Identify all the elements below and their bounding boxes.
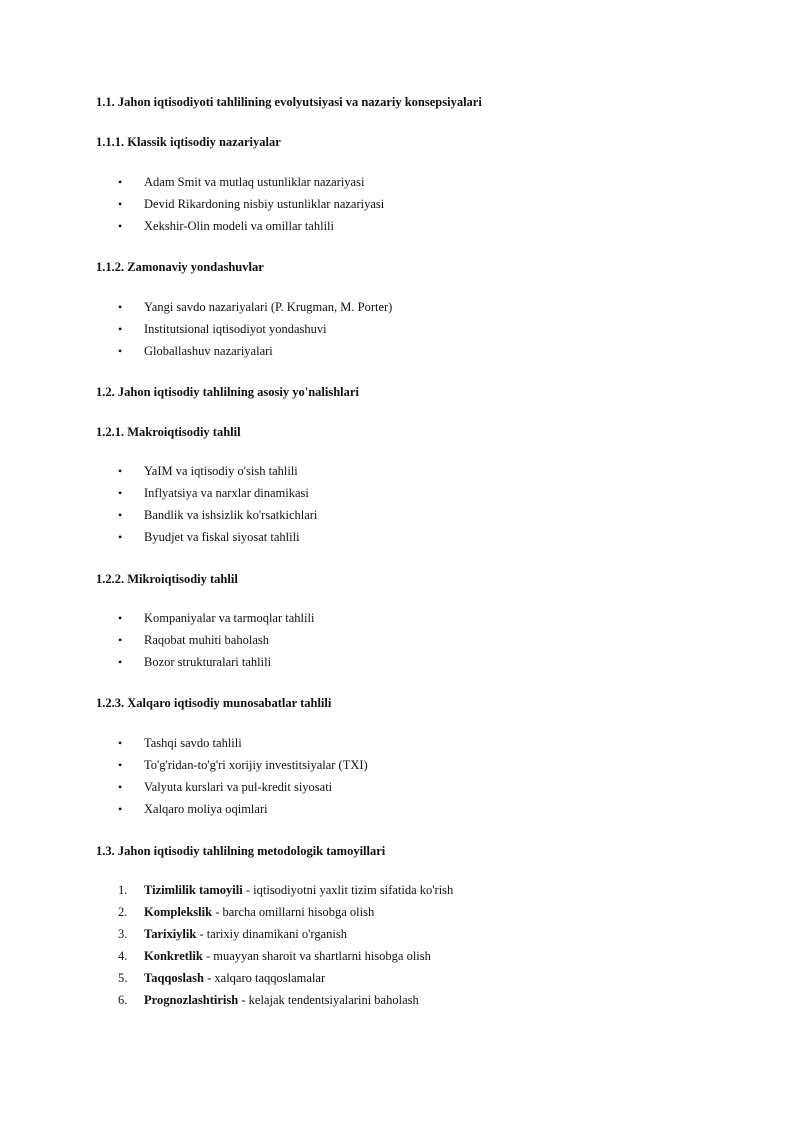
bullet-icon: • — [118, 611, 123, 625]
bullet-icon: • — [118, 322, 123, 336]
bullet-icon: • — [118, 802, 123, 816]
section-heading-1-2-3: 1.2.3. Xalqaro iqtisodiy munosabatlar tahlili — [96, 696, 332, 710]
bullet-icon: • — [118, 736, 123, 750]
bullet-icon: • — [118, 758, 123, 772]
bullet-icon: • — [118, 655, 123, 669]
bullet-icon: • — [118, 508, 123, 522]
bullet-icon: • — [118, 175, 123, 189]
bullet-icon: • — [118, 197, 123, 211]
bullet-icon: • — [118, 219, 123, 233]
section-heading-1-2: 1.2. Jahon iqtisodiy tahlilning asosiy yo'nalishlari — [96, 385, 359, 399]
section-heading-1-1-2: 1.1.2. Zamonaviy yondashuvlar — [96, 260, 264, 274]
section-heading-1-1-1: 1.1.1. Klassik iqtisodiy nazariyalar — [96, 135, 281, 149]
bullet-icon: • — [118, 464, 123, 478]
section-heading-1-2-1: 1.2.1. Makroiqtisodiy tahlil — [96, 425, 241, 439]
section-heading-1-2-2: 1.2.2. Mikroiqtisodiy tahlil — [96, 572, 238, 586]
document-page: 1.1. Jahon iqtisodiyoti tahlilining evolyutsiyasi va nazariy konsepsiyalari 1.1.1. Klassik iqtisodiy nazariyalar • Adam Smit va mutlaq ustunliklar nazariyasi • Devid Rikardoning nisbiy ustunliklar nazariyasi • Xekshir-Olin modeli va omillar tahlili 1.1.2. Zamonaviy yondashuvlar • Yangi savdo nazariyalari (P. Krugman, M. Porter) • Institutsional iqtisodiyot yondashuvi • Globallashuv nazariyalari 1.2. Jahon iqtisodiy tahlilning asosiy yo'nalishlari 1.2.1. Makroiqtisodiy tahlil • YaIM va iqtisodiy o'sish tahlili • Inflyatsiya va narxlar dinamikasi • Bandlik va ishsizlik ko'rsatkichlari • Byudjet va fiskal siyosat tahlili 1.2.2. Mikroiqtisodiy tahlil • Kompaniyalar va tarmoqlar tahlili • Raqobat muhiti baholash • Bozor strukturalari tahlili 1.2.3. Xalqaro iqtisodiy munosabatlar tahlili • Tashqi savdo tahlili • To'g'ridan-to'g'ri xorijiy investitsiyalar (TXI) • Valyuta kurslari va pul-kredit siyosati • Xalqaro moliya oqimlari 1.3. Jahon iqtisodiy tahlilning metodologik tamoyillari 1. Tizimlilik tamoyili - iqtisodiyotni yaxlit tizim sifatida ko'rish 2. Komplekslik - barcha omillarni hisobga olish 3. Tarixiylik - tarixiy dinamikani o'rganish 4. Konkretlik - muayyan sharoit va shartlarni hisobga olish 5. Taqqoslash - xalqaro taqqoslamalar 6. Prognozlashtirish - kelajak tendentsiyalarini baholash — [96, 95, 482, 1007]
bullet-icon: • — [118, 780, 123, 794]
bullet-icon: • — [118, 633, 123, 647]
bullet-icon: • — [118, 344, 123, 358]
bullet-icon: • — [118, 300, 123, 314]
bullet-icon: • — [118, 530, 123, 544]
section-heading-1-1: 1.1. Jahon iqtisodiyoti tahlilining evolyutsiyasi va nazariy konsepsiyalari — [96, 95, 482, 109]
bullet-icon: • — [118, 486, 123, 500]
section-heading-1-3: 1.3. Jahon iqtisodiy tahlilning metodologik tamoyillari — [96, 844, 386, 858]
